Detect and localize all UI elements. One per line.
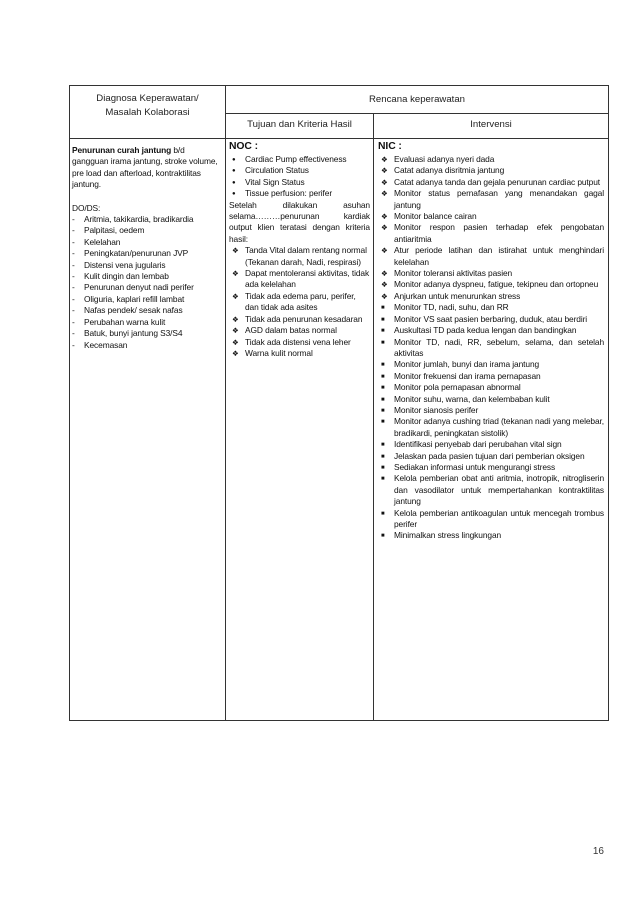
nic-item xyxy=(378,177,604,188)
dods-item-text: Penurunan denyut nadi perifer xyxy=(84,282,194,293)
dods-item-text: Batuk, bunyi jantung S3/S4 xyxy=(84,328,183,339)
dods-item-text: Kecemasan xyxy=(84,339,128,350)
nic-item xyxy=(378,451,604,462)
nic-item xyxy=(378,382,604,393)
nic-item-text: Monitor sianosis perifer xyxy=(394,404,479,415)
criteria-item-text: Tanda Vital dalam rentang normal (Tekanan darah, Nadi, respirasi) xyxy=(245,245,367,267)
dods-label: DO/DS: xyxy=(72,202,101,213)
noc-list xyxy=(229,154,370,200)
nic-item-text: Monitor TD, nadi, RR, sebelum, selama, dan setelah aktivitas xyxy=(394,336,605,358)
care-plan-table xyxy=(69,85,609,721)
dash-marker: - xyxy=(72,271,75,282)
dash-marker: - xyxy=(72,282,75,293)
dods-item-text: Perubahan warna kulit xyxy=(84,316,166,327)
bullet-icon: ● xyxy=(232,179,236,186)
dash-marker: - xyxy=(72,259,75,270)
bullet-icon: ● xyxy=(232,191,236,198)
noc-paragraph: Setelah dilakukan asuhan selama………penurunan kardiak output klien teratasi dengan kriteria hasil: xyxy=(229,199,370,244)
header-rencana xyxy=(226,86,609,114)
square-bullet-icon: ■ xyxy=(381,385,385,392)
noc-item xyxy=(229,165,370,176)
square-bullet-icon: ■ xyxy=(381,407,385,414)
dods-item xyxy=(72,328,222,339)
nic-item-text: Monitor status pernafasan yang menandakan gagal jantung xyxy=(394,188,605,210)
square-bullet-icon: ■ xyxy=(381,464,385,471)
noc-item xyxy=(229,177,370,188)
dods-item xyxy=(72,271,222,282)
nic-item-text: Catat adanya tanda dan gejala penurunan cardiac putput xyxy=(394,176,600,187)
criteria-item-text: Tidak ada distensi vena leher xyxy=(245,336,351,347)
dash-marker: - xyxy=(72,328,75,339)
nic-item xyxy=(378,268,604,279)
header-intervensi-label: Intervensi xyxy=(470,119,512,130)
diagnosis-cell xyxy=(70,139,226,721)
dods-item xyxy=(72,248,222,259)
diamond-bullet-icon: ❖ xyxy=(381,269,388,279)
nic-item-text: Jelaskan pada pasien tujuan dari pemberian oksigen xyxy=(394,450,585,461)
criteria-item xyxy=(229,268,370,291)
nic-item-text: Anjurkan untuk menurunkan stress xyxy=(394,290,521,301)
criteria-item-text: Warna kulit normal xyxy=(245,347,313,358)
dods-item-text: Kelelahan xyxy=(84,236,121,247)
diamond-bullet-icon: ❖ xyxy=(381,246,388,256)
dods-item-text: Distensi vena jugularis xyxy=(84,259,166,270)
square-bullet-icon: ■ xyxy=(381,396,385,403)
header-diagnosa-label: Diagnosa Keperawatan/ Masalah Kolaborasi xyxy=(96,93,199,118)
nic-item-text: Monitor frekuensi dan irama pernapasan xyxy=(394,370,541,381)
diamond-bullet-icon: ❖ xyxy=(381,177,388,187)
dash-marker: - xyxy=(72,339,75,350)
noc-item xyxy=(229,188,370,199)
nic-item xyxy=(378,439,604,450)
dods-item-text: Peningkatan/penurunan JVP xyxy=(84,248,189,259)
square-bullet-icon: ■ xyxy=(381,328,385,335)
dods-item-text: Aritmia, takikardia, bradikardia xyxy=(84,214,194,225)
dods-item xyxy=(72,294,222,305)
bullet-icon: ● xyxy=(232,168,236,175)
square-bullet-icon: ■ xyxy=(381,316,385,323)
nic-item xyxy=(378,165,604,176)
header-tujuan-label: Tujuan dan Kriteria Hasil xyxy=(247,119,352,130)
nic-item xyxy=(378,462,604,473)
nic-item-text: Monitor VS saat pasien berbaring, duduk, atau berdiri xyxy=(394,313,588,324)
dods-item xyxy=(72,260,222,271)
nic-item-text: Catat adanya disritmia jantung xyxy=(394,165,505,176)
square-bullet-icon: ■ xyxy=(381,442,385,449)
criteria-item-text: Tidak ada edema paru, perifer, dan tidak ada asites xyxy=(245,290,356,313)
diamond-bullet-icon: ❖ xyxy=(232,269,239,279)
noc-item-text: Circulation Status xyxy=(245,165,309,176)
diamond-bullet-icon: ❖ xyxy=(232,337,239,347)
square-bullet-icon: ■ xyxy=(381,419,385,426)
nic-item-text: Monitor adanya cushing triad (tekanan nadi yang melebar, bradikardi, peningkatan sistolik) xyxy=(394,416,605,438)
criteria-item xyxy=(229,314,370,325)
nic-diamond-list xyxy=(378,154,604,302)
nic-item-text: Identifikasi penyebab dari perubahan vital sign xyxy=(394,439,562,450)
dods-item xyxy=(72,305,222,316)
nic-item-text: Monitor jumlah, bunyi dan irama jantung xyxy=(394,359,540,370)
criteria-item xyxy=(229,291,370,314)
nic-item-text: Atur periode latihan dan istirahat untuk menghindari kelelahan xyxy=(394,245,605,267)
header-intervensi xyxy=(374,114,609,139)
nic-item-text: Sediakan informasi untuk mengurangi stress xyxy=(394,461,556,472)
nic-item-text: Kelola pemberian antikoagulan untuk mencegah trombus perifer xyxy=(394,507,605,529)
nic-item-text: Monitor TD, nadi, suhu, dan RR xyxy=(394,302,509,313)
diamond-bullet-icon: ❖ xyxy=(232,314,239,324)
noc-item-text: Cardiac Pump effectiveness xyxy=(245,154,347,164)
dash-marker: - xyxy=(72,236,75,247)
square-bullet-icon: ■ xyxy=(381,510,385,517)
nic-item xyxy=(378,508,604,531)
dods-item-text: Palpitasi, oedem xyxy=(84,225,145,236)
diamond-bullet-icon: ❖ xyxy=(381,166,388,176)
header-rencana-label: Rencana keperawatan xyxy=(369,94,466,105)
header-diagnosa xyxy=(70,86,226,139)
nic-item xyxy=(378,416,604,439)
nic-item xyxy=(378,394,604,405)
criteria-item xyxy=(229,337,370,348)
nic-item xyxy=(378,359,604,370)
diamond-bullet-icon: ❖ xyxy=(381,223,388,233)
dods-item xyxy=(72,237,222,248)
dods-item xyxy=(72,225,222,236)
nic-item xyxy=(378,405,604,416)
diamond-bullet-icon: ❖ xyxy=(232,326,239,336)
dash-marker: - xyxy=(72,225,75,236)
dash-marker: - xyxy=(72,248,75,259)
nic-square-list xyxy=(378,302,604,542)
diamond-bullet-icon: ❖ xyxy=(232,246,239,256)
nic-item-text: Kelola pemberian obat anti aritmia, inotropik, nitrogliserin dan vasodilator untuk mempertahankan kontraktilitas jantung xyxy=(394,473,605,507)
diamond-bullet-icon: ❖ xyxy=(381,189,388,199)
dods-item xyxy=(72,317,222,328)
criteria-item xyxy=(229,348,370,359)
nic-item xyxy=(378,325,604,336)
diamond-bullet-icon: ❖ xyxy=(381,212,388,222)
header-tujuan xyxy=(226,114,374,139)
noc-cell xyxy=(226,139,374,721)
square-bullet-icon: ■ xyxy=(381,533,385,540)
nic-item-text: Monitor balance cairan xyxy=(394,211,477,222)
nic-item-text: Minimalkan stress lingkungan xyxy=(394,530,502,541)
criteria-item xyxy=(229,245,370,268)
diagnosis-title-rest: b/d gangguan irama jantung, stroke volume, pre load dan afterload, kontraktilitas jantung. xyxy=(72,145,218,190)
nic-item xyxy=(378,302,604,313)
nic-item xyxy=(378,530,604,541)
page-number: 16 xyxy=(592,846,604,857)
dash-marker: - xyxy=(72,316,75,327)
noc-item xyxy=(229,154,370,165)
nic-item-text: Monitor suhu, warna, dan kelembaban kulit xyxy=(394,393,550,404)
nic-item-text: Monitor toleransi aktivitas pasien xyxy=(394,268,513,279)
square-bullet-icon: ■ xyxy=(381,339,385,346)
nic-item xyxy=(378,371,604,382)
criteria-item xyxy=(229,325,370,336)
diamond-bullet-icon: ❖ xyxy=(381,155,388,164)
nic-item-text: Monitor adanya dyspneu, fatigue, tekipneu dan ortopneu xyxy=(394,279,599,290)
square-bullet-icon: ■ xyxy=(381,476,385,483)
nic-item xyxy=(378,222,604,245)
nic-cell xyxy=(374,139,609,721)
dods-item-text: Kulit dingin dan lembab xyxy=(84,271,169,282)
nic-item xyxy=(378,291,604,302)
nic-item xyxy=(378,211,604,222)
nic-item xyxy=(378,279,604,290)
dods-item xyxy=(72,340,222,351)
dash-marker: - xyxy=(72,214,75,225)
dash-marker: - xyxy=(72,293,75,304)
nic-item xyxy=(378,188,604,211)
bullet-icon: ● xyxy=(232,157,236,163)
dods-list xyxy=(72,214,222,351)
diamond-bullet-icon: ❖ xyxy=(232,348,239,358)
nic-title: NIC : xyxy=(378,141,402,152)
dods-item xyxy=(72,214,222,225)
nic-item-text: Auskultasi TD pada kedua lengan dan bandingkan xyxy=(394,325,577,336)
diagnosis-title xyxy=(72,145,222,191)
noc-item-text: Vital Sign Status xyxy=(245,176,305,187)
noc-item-text: Tissue perfusion: perifer xyxy=(245,188,333,199)
square-bullet-icon: ■ xyxy=(381,453,385,460)
dash-marker: - xyxy=(72,305,75,316)
nic-item-text: Monitor pola pernapasan abnormal xyxy=(394,382,521,393)
nic-item xyxy=(378,473,604,507)
criteria-list xyxy=(229,245,370,359)
nic-item-text: Evaluasi adanya nyeri dada xyxy=(394,154,495,164)
diamond-bullet-icon: ❖ xyxy=(232,291,239,301)
diamond-bullet-icon: ❖ xyxy=(381,291,388,301)
square-bullet-icon: ■ xyxy=(381,305,385,312)
dods-item xyxy=(72,282,222,293)
criteria-item-text: Dapat mentoleransi aktivitas, tidak ada kelelahan xyxy=(245,268,370,290)
diamond-bullet-icon: ❖ xyxy=(381,280,388,290)
square-bullet-icon: ■ xyxy=(381,362,385,369)
criteria-item-text: AGD dalam batas normal xyxy=(245,325,337,336)
dods-item-text: Oliguria, kaplari refill lambat xyxy=(84,293,185,304)
noc-title: NOC : xyxy=(229,141,258,152)
nic-item xyxy=(378,154,604,165)
diagnosis-title-bold: Penurunan curah jantung xyxy=(72,145,172,155)
nic-item xyxy=(378,245,604,268)
dods-item-text: Nafas pendek/ sesak nafas xyxy=(84,305,183,316)
nic-item xyxy=(378,337,604,360)
criteria-item-text: Tidak ada penurunan kesadaran xyxy=(245,313,363,324)
nic-item xyxy=(378,314,604,325)
nic-item-text: Monitor respon pasien terhadap efek pengobatan antiaritmia xyxy=(394,222,605,244)
square-bullet-icon: ■ xyxy=(381,373,385,380)
